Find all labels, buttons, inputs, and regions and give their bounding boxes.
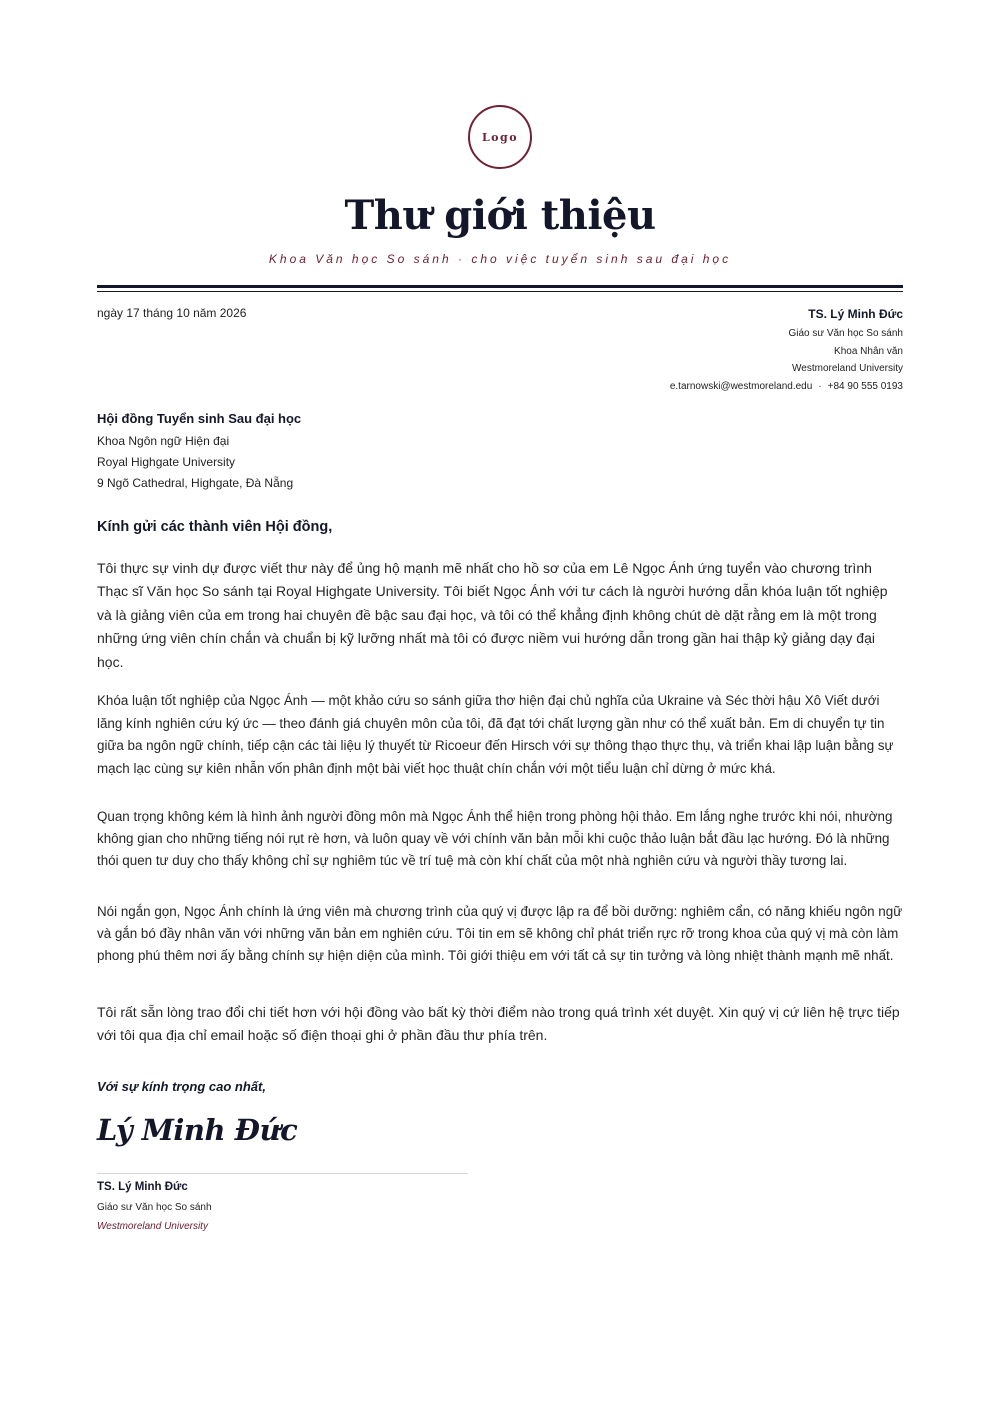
header-divider-thin	[97, 291, 903, 292]
sender-name: TS. Lý Minh Đức	[808, 307, 903, 321]
body-paragraph-5: Tôi rất sẵn lòng trao đổi chi tiết hơn với hội đồng vào bất kỳ thời điểm nào trong quá trình xét duyệt. Xin quý vị cứ liên hệ trực tiếp với tôi qua địa chỉ email hoặc số điện thoại ghi ở phần đầu thư phía trên.	[97, 1004, 900, 1044]
signatory-title: Giáo sư Văn học So sánh	[97, 1202, 212, 1213]
letter-date: ngày 17 tháng 10 năm 2026	[97, 306, 247, 320]
sender-title: Giáo sư Văn học So sánh	[788, 328, 903, 339]
header-divider-thick	[97, 285, 903, 288]
page-subtitle: Khoa Văn học So sánh · cho việc tuyển sinh sau đại học	[268, 252, 732, 266]
logo-text: Logo	[481, 130, 519, 144]
closing: Với sự kính trọng cao nhất,	[97, 1079, 266, 1094]
recipient-address: 9 Ngõ Cathedral, Highgate, Đà Nẵng	[97, 476, 294, 490]
sender-email: e.tarnowski@westmoreland.edu	[669, 380, 813, 392]
sender-block	[670, 307, 903, 395]
signatory-organization: Westmoreland University	[97, 1221, 208, 1232]
body-paragraph-4: Nói ngắn gọn, Ngọc Ánh chính là ứng viên mà chương trình của quý vị được lập ra để bồi dưỡng: nghiêm cẩn, có năng khiếu ngôn ngữ và gắn bó đầy nhân văn với những văn bản em nghiên cứu. Tôi tin em sẽ không chỉ phát triển rực rỡ trong khoa của quý vị mà còn làm phong phú thêm nơi ấy bằng chính sự hiện diện của mình. Tôi giới thiệu em với tất cả sự tin tưởng và lòng nhiệt thành mạnh mẽ nhất.	[97, 904, 903, 963]
sender-department: Khoa Nhân văn	[834, 345, 903, 357]
recipient-university: Royal Highgate University	[97, 455, 236, 469]
body-paragraph-1: Tôi thực sự vinh dự được viết thư này để ủng hộ mạnh mẽ nhất cho hồ sơ của em Lê Ngọc Ánh ứng tuyển vào chương trình Thạc sĩ Văn học So sánh tại Royal Highgate University. Tôi biết Ngọc Ánh với tư cách là người hướng dẫn khóa luận tốt nghiệp và là giảng viên của em trong hai chuyên đề bậc sau đại học, và tôi có thể khẳng định không chút dè dặt rằng em là một trong những ứng viên chín chắn và chuẩn bị kỹ lưỡng nhất mà tôi có được niềm vui hướng dẫn trong gần hai thập kỷ giảng dạy đại học.	[97, 560, 888, 670]
contact-separator: ·	[818, 380, 822, 392]
recipient-department: Khoa Ngôn ngữ Hiện đại	[97, 434, 230, 448]
signatory-name: TS. Lý Minh Đức	[97, 1181, 188, 1193]
handwritten-signature: Lý Minh Đức	[97, 1113, 298, 1147]
salutation: Kính gửi các thành viên Hội đồng,	[97, 519, 333, 535]
recipient-name: Hội đồng Tuyển sinh Sau đại học	[97, 411, 302, 426]
signature-divider	[97, 1173, 468, 1174]
recipient-block	[97, 411, 301, 494]
sender-contact	[670, 378, 903, 396]
page-title: Thư giới thiệu	[344, 192, 656, 239]
sender-phone: +84 90 555 0193	[827, 380, 903, 392]
body-paragraph-2: Khóa luận tốt nghiệp của Ngọc Ánh — một khảo cứu so sánh giữa thơ hiện đại chủ nghĩa của Ukraine và Séc thời hậu Xô Viết dưới lăng kính nghiên cứu ký ức — theo đánh giá chuyên môn của tôi, đã đạt tới chất lượng gần như có thể xuất bản. Em di chuyển tự tin giữa ba ngôn ngữ chính, tiếp cận các tài liệu lý thuyết từ Ricoeur đến Hirsch với sự thông thạo thực thụ, và triển khai lập luận bằng sự mạch lạc cùng sự kiên nhẫn vốn phân định một bài viết học thuật chín chắn với một tiểu luận chỉ dừng ở mức khá.	[97, 693, 894, 776]
body-paragraph-3: Quan trọng không kém là hình ảnh người đồng môn mà Ngọc Ánh thể hiện trong phòng hội thảo. Em lắng nghe trước khi nói, nhường không gian cho những tiếng nói rụt rè hơn, và luôn quay về với chính văn bản mỗi khi cuộc thảo luận bắt đầu lạc hướng. Đó là những thói quen tư duy cho thấy không chỉ sự nghiêm túc về trí tuệ mà còn khí chất của một nhà nghiên cứu và người thầy tương lai.	[97, 809, 893, 868]
logo	[468, 105, 532, 169]
sender-university: Westmoreland University	[792, 363, 903, 374]
